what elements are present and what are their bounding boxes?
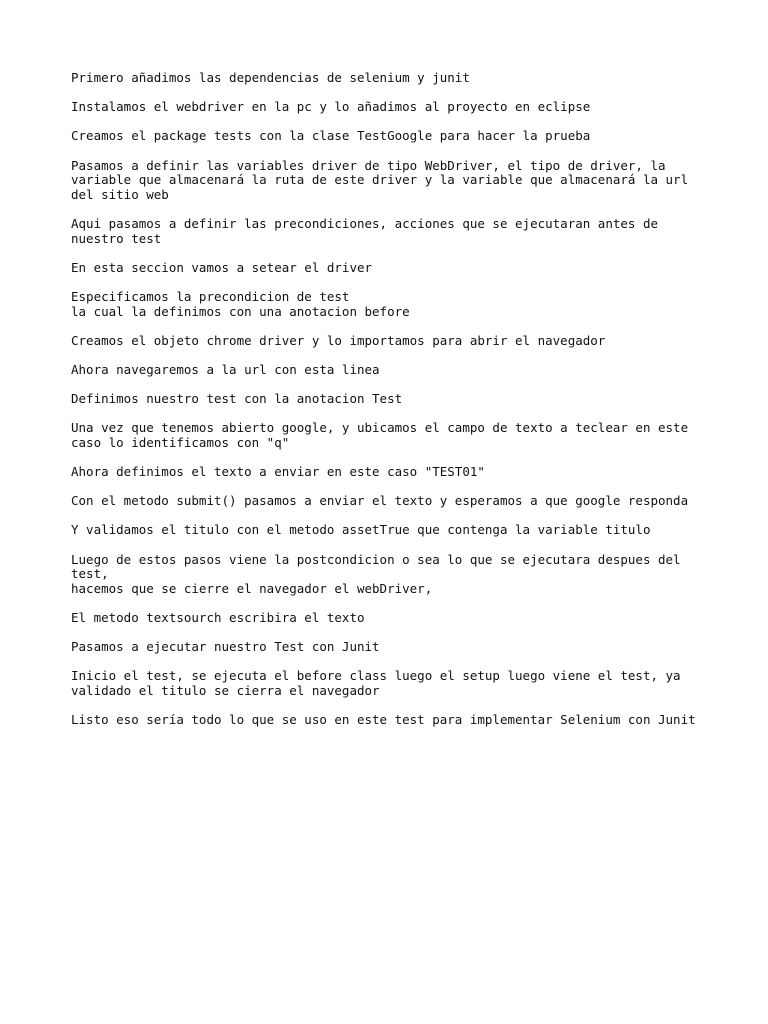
paragraph: El metodo textsourch escribira el texto <box>71 609 365 625</box>
paragraph: Luego de estos pasos viene la postcondicion o sea lo que se ejecutara despues del test, hacemos que se cierre el navegador el webDriver, <box>71 551 681 596</box>
paragraph: Primero añadimos las dependencias de selenium y junit <box>71 70 470 85</box>
paragraph: Y validamos el titulo con el metodo assetTrue que contenga la variable titulo <box>71 522 651 538</box>
paragraph: Ahora definimos el texto a enviar en este caso "TEST01" <box>71 464 485 480</box>
paragraph: Inicio el test, se ejecuta el before class luego el setup luego viene el test, ya validado el titulo se cierra el navegador <box>71 668 681 698</box>
paragraph: Pasamos a definir las variables driver de tipo WebDriver, el tipo de driver, la variable que almacenará la ruta de este driver y la variable que almacenará la url del sitio web <box>71 157 689 202</box>
paragraph: Con el metodo submit() pasamos a enviar el texto y esperamos a que google responda <box>71 493 689 509</box>
document-body <box>71 71 711 742</box>
paragraph: Pasamos a ejecutar nuestro Test con Junit <box>71 639 380 655</box>
paragraph: Ahora navegaremos a la url con esta linea <box>71 361 380 377</box>
paragraph: Instalamos el webdriver en la pc y lo añadimos al proyecto en eclipse <box>71 99 591 115</box>
paragraph: En esta seccion vamos a setear el driver <box>71 259 373 275</box>
paragraph: Creamos el objeto chrome driver y lo importamos para abrir el navegador <box>71 332 606 348</box>
paragraph: Aqui pasamos a definir las precondiciones, acciones que se ejecutaran antes de nuestro test <box>71 215 658 246</box>
paragraph: Una vez que tenemos abierto google, y ubicamos el campo de texto a teclear en este caso lo identificamos con "q" <box>71 420 689 450</box>
paragraph: Especificamos la precondicion de test la cual la definimos con una anotacion before <box>71 288 410 319</box>
paragraph: Creamos el package tests con la clase TestGoogle para hacer la prueba <box>71 128 591 144</box>
paragraph: Listo eso sería todo lo que se uso en este test para implementar Selenium con Junit <box>71 712 696 728</box>
paragraph: Definimos nuestro test con la anotacion Test <box>71 391 403 407</box>
